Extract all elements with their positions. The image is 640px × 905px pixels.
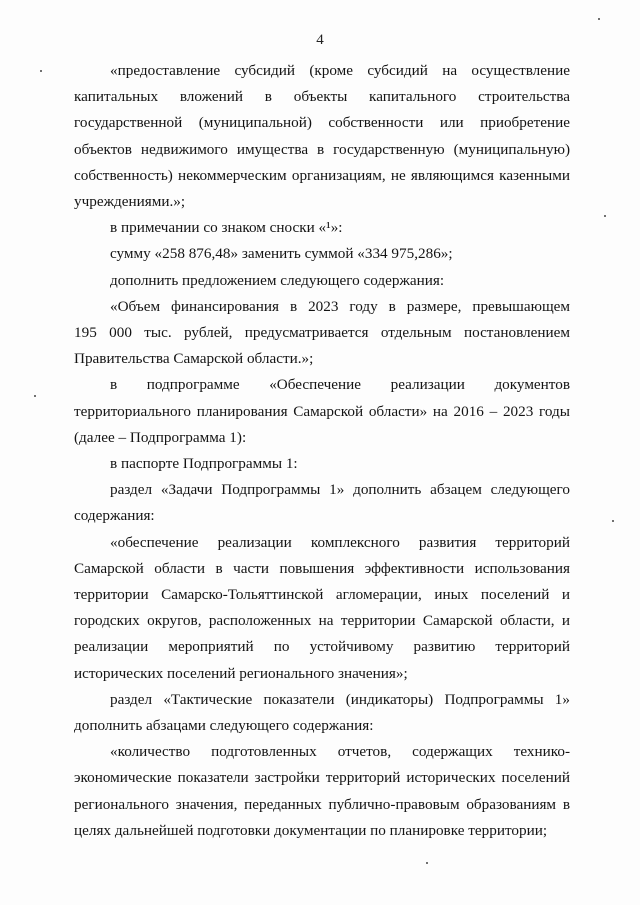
text-line: содержания:: [74, 507, 155, 525]
scan-speck: [598, 18, 600, 20]
paragraph-financing: [74, 294, 570, 373]
paragraph-footnote-note: [74, 215, 570, 241]
text-line: в примечании со знаком сноски «¹»:: [110, 219, 343, 237]
text-line: дополнить абзацами следующего содержания:: [74, 717, 374, 735]
text-line: экономические показатели застройки территорий исторических поселений: [74, 769, 570, 787]
paragraph-subsidies: [74, 58, 570, 215]
text-line: регионального значения, переданных публично-правовым образованиям в: [74, 795, 570, 813]
paragraph-subprogram: [74, 372, 570, 451]
text-line: Самарской области в части повышения эффективности использования: [74, 559, 570, 577]
text-line: раздел «Тактические показатели (индикаторы) Подпрограммы 1»: [110, 690, 570, 708]
text-line: 195 000 тыс. рублей, предусматривается отдельным постановлением: [74, 324, 570, 342]
page-number: 4: [316, 32, 324, 48]
text-line: исторических поселений регионального значения»;: [74, 664, 408, 682]
paragraph-add-sentence: [74, 268, 570, 294]
text-line: в подпрограмме «Обеспечение реализации документов: [110, 376, 570, 394]
text-line: целях дальнейшей подготовки документации по планировке территории;: [74, 821, 548, 839]
text-line: государственной (муниципальной) собственности или приобретение: [74, 114, 570, 132]
text-line: в паспорте Подпрограммы 1:: [110, 455, 298, 473]
scan-speck: [40, 70, 42, 72]
text-line: «количество подготовленных отчетов, содержащих технико-: [110, 743, 570, 761]
text-line: «предоставление субсидий (кроме субсидий на осуществление: [110, 62, 570, 79]
text-line: сумму «258 876,48» заменить суммой «334 975,286»;: [110, 245, 453, 263]
paragraph-indicators-section: [74, 687, 570, 739]
text-line: Правительства Самарской области.»;: [74, 350, 314, 368]
paragraph-development: [74, 530, 570, 687]
paragraph-reports-count: [74, 739, 570, 844]
scan-speck: [34, 395, 36, 397]
scan-speck: [612, 520, 614, 522]
text-line: «Объем финансирования в 2023 году в размере, превышающем: [110, 297, 570, 315]
document-body: [74, 58, 570, 844]
text-line: «обеспечение реализации комплексного развития территорий: [110, 533, 570, 551]
paragraph-replace-sum: [74, 241, 570, 267]
text-line: дополнить предложением следующего содержания:: [110, 271, 445, 289]
scan-speck: [426, 862, 428, 864]
text-line: учреждениями.»;: [74, 193, 186, 211]
text-line: территориального планирования Самарской области» на 2016 – 2023 годы: [74, 402, 570, 420]
text-line: капитальных вложений в объекты капитального строительства: [74, 88, 570, 106]
text-line: городских округов, расположенных на территории Самарской области, и: [74, 612, 570, 630]
scan-speck: [604, 215, 606, 217]
text-line: реализации мероприятий по устойчивому развитию территорий: [74, 638, 570, 656]
text-line: объектов недвижимого имущества в государственную (муниципальную): [74, 140, 570, 158]
paragraph-passport: [74, 451, 570, 477]
text-line: раздел «Задачи Подпрограммы 1» дополнить абзацем следующего: [110, 481, 570, 499]
text-line: территории Самарско-Тольяттинской агломерации, иных поселений и: [74, 586, 570, 604]
text-line: (далее – Подпрограмма 1):: [74, 428, 247, 446]
text-line: собственность) некоммерческим организациям, не являющимся казенными: [74, 166, 570, 184]
paragraph-tasks-section: [74, 477, 570, 529]
